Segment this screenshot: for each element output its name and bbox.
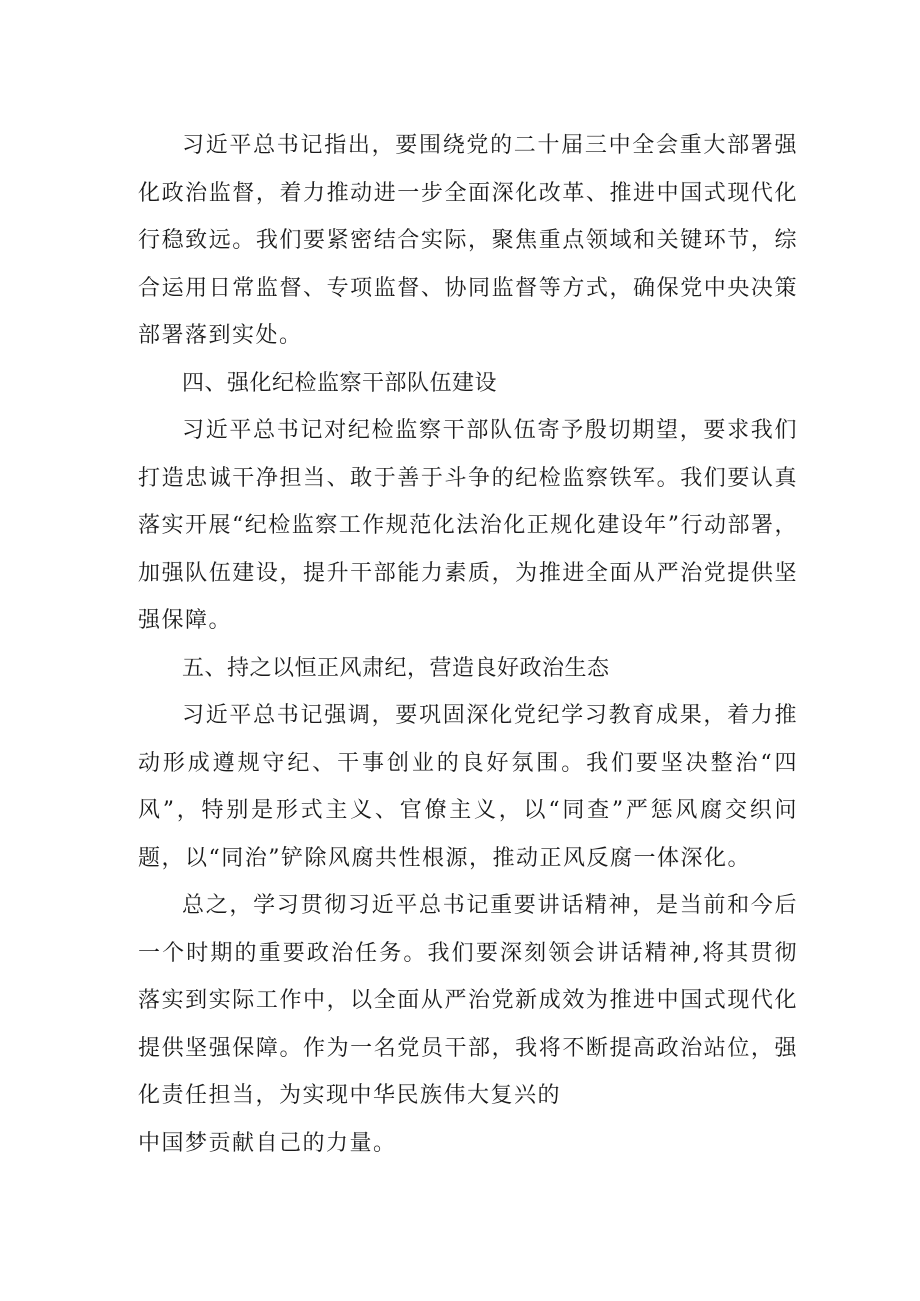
paragraph-cadre-team: 习近平总书记对纪检监察干部队伍寄予殷切期望，要求我们打造忠诚干净担当、敢于善于斗争的纪检监察铁军。我们要认真落实开展“纪检监察工作规范化法治化正规化建设年”行动部署，加强队伍建设，提升干部能力素质，为推进全面从严治党提供坚强保障。 xyxy=(138,418,798,633)
section-heading-five: 五、持之以恒正风肃纪，营造良好政治生态 xyxy=(182,655,610,681)
document-body xyxy=(138,122,798,1167)
section-heading-four: 四、强化纪检监察干部队伍建设 xyxy=(182,370,498,396)
paragraph-discipline: 习近平总书记强调，要巩固深化党纪学习教育成果，着力推动形成遵规守纪、干事创业的良好氛围。我们要坚决整治“四风”，特别是形式主义、官僚主义，以“同查”严惩风腐交织问题，以“同治”铲除风腐共性根源，推动正风反腐一体深化。 xyxy=(138,703,798,871)
paragraph-political-supervision: 习近平总书记指出，要围绕党的二十届三中全会重大部署强化政治监督，着力推动进一步全面深化改革、推进中国式现代化行稳致远。我们要紧密结合实际，聚焦重点领域和关键环节，综合运用日常监督、专项监督、协同监督等方式，确保党中央决策部署落到实处。 xyxy=(138,133,798,348)
paragraph-conclusion: 总之，学习贯彻习近平总书记重要讲话精神，是当前和今后一个时期的重要政治任务。我们要深刻领会讲话精神,将其贯彻落实到实际工作中，以全面从严治党新成效为推进中国式现代化提供坚强保障。作为一名党员干部，我将不断提高政治站位，强化责任担当，为实现中华民族伟大复兴的 xyxy=(138,893,798,1108)
paragraph-conclusion-tail: 中国梦贡献自己的力量。 xyxy=(138,1130,397,1156)
